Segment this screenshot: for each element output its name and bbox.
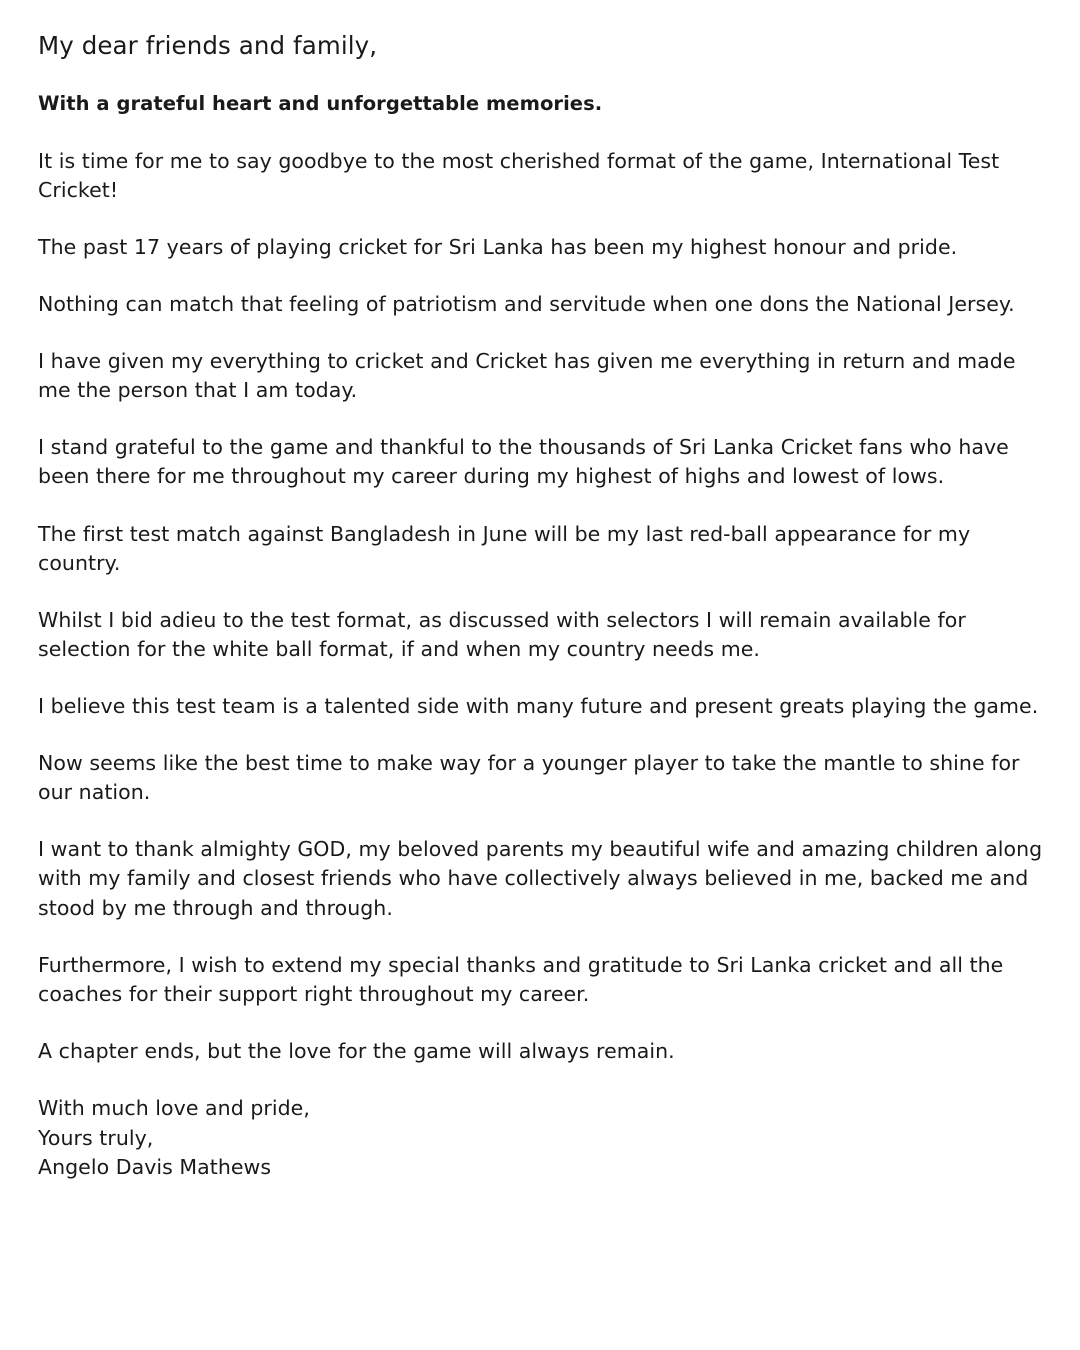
letter-paragraph: I have given my everything to cricket and Cricket has given me everything in return and made me the person that I am today. <box>38 349 1016 403</box>
letter-subject-line: With a grateful heart and unforgettable memories. <box>38 92 603 116</box>
letter-paragraph: I stand grateful to the game and thankful to the thousands of Sri Lanka Cricket fans who have been there for me throughout my career during my highest of highs and lowest of lows. <box>38 435 1009 489</box>
letter-paragraph: I believe this test team is a talented side with many future and present greats playing the game. <box>38 694 1039 719</box>
letter-paragraph: Whilst I bid adieu to the test format, as discussed with selectors I will remain available for selection for the white ball format, if and when my country needs me. <box>38 607 966 661</box>
letter-paragraph: The past 17 years of playing cricket for Sri Lanka has been my highest honour and pride. <box>38 234 958 259</box>
letter-paragraph: Now seems like the best time to make way for a younger player to take the mantle to shine for our nation. <box>38 751 1020 805</box>
letter-salutation: My dear friends and family, <box>38 31 378 60</box>
letter-paragraph: The first test match against Bangladesh in June will be my last red-ball appearance for my country. <box>38 521 971 575</box>
letter-signoff <box>38 1094 1044 1183</box>
letter-body <box>38 30 1044 1183</box>
signoff-line-2: Yours truly, <box>38 1125 154 1150</box>
signature-name: Angelo Davis Mathews <box>38 1155 272 1180</box>
letter-paragraph: Nothing can match that feeling of patriotism and servitude when one dons the National Jersey. <box>38 292 1015 317</box>
letter-paragraph: A chapter ends, but the love for the game will always remain. <box>38 1038 675 1063</box>
letter-paragraph: Furthermore, I wish to extend my special thanks and gratitude to Sri Lanka cricket and all the coaches for their support right throughout my career. <box>38 952 1004 1006</box>
letter-paragraph: I want to thank almighty GOD, my beloved parents my beautiful wife and amazing children along with my family and closest friends who have collectively always believed in me, backed me and stood by me through and through. <box>38 837 1043 920</box>
signoff-line-1: With much love and pride, <box>38 1096 310 1120</box>
letter-paragraph: It is time for me to say goodbye to the most cherished format of the game, International Test Cricket! <box>38 148 1000 202</box>
